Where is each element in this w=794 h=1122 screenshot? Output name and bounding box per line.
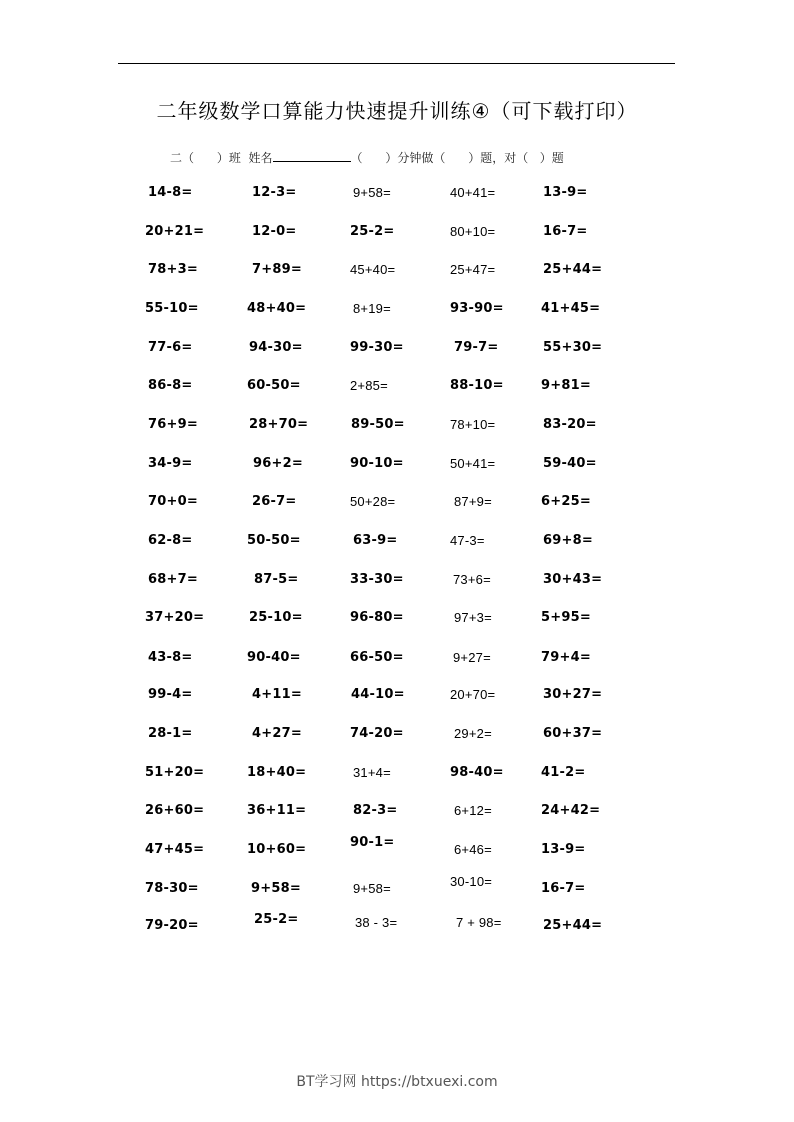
student-info-line xyxy=(170,149,564,166)
arithmetic-problem: 60-50= xyxy=(247,378,301,393)
arithmetic-problem: 62-8= xyxy=(148,533,193,548)
arithmetic-problem: 50+28= xyxy=(350,494,396,509)
arithmetic-problem: 45+40= xyxy=(350,262,396,277)
arithmetic-problem: 9+58= xyxy=(251,881,301,896)
arithmetic-problem: 79-20= xyxy=(145,918,199,933)
arithmetic-problem: 14-8= xyxy=(148,185,193,200)
arithmetic-problem: 78-30= xyxy=(145,881,199,896)
arithmetic-problem: 70+0= xyxy=(148,494,198,509)
arithmetic-problem: 5+95= xyxy=(541,610,591,625)
class-name-label: 二（ ）班 姓名 xyxy=(170,151,273,165)
time-score-label: （ ）分钟做（ ）题，对（ ）题 xyxy=(350,151,564,165)
arithmetic-problem: 78+3= xyxy=(148,262,198,277)
arithmetic-problem: 79+4= xyxy=(541,650,591,665)
arithmetic-problem: 76+9= xyxy=(148,417,198,432)
arithmetic-problem: 16-7= xyxy=(541,881,586,896)
arithmetic-problem: 55-10= xyxy=(145,301,199,316)
arithmetic-problem: 99-4= xyxy=(148,687,193,702)
arithmetic-problem: 34-9= xyxy=(148,456,193,471)
arithmetic-problem: 7 + 98= xyxy=(456,915,502,930)
arithmetic-problem: 86-8= xyxy=(148,378,193,393)
arithmetic-problem: 50-50= xyxy=(247,533,301,548)
arithmetic-problem: 24+42= xyxy=(541,803,601,818)
arithmetic-problem: 37+20= xyxy=(145,610,205,625)
arithmetic-problem: 80+10= xyxy=(450,224,496,239)
arithmetic-problem: 97+3= xyxy=(454,610,492,625)
arithmetic-problem: 13-9= xyxy=(541,842,586,857)
arithmetic-problem: 87+9= xyxy=(454,494,492,509)
arithmetic-problem: 4+27= xyxy=(252,726,302,741)
arithmetic-problem: 12-3= xyxy=(252,185,297,200)
arithmetic-problem: 66-50= xyxy=(350,650,404,665)
arithmetic-problem: 63-9= xyxy=(353,533,398,548)
arithmetic-problem: 50+41= xyxy=(450,456,496,471)
arithmetic-problem: 30+43= xyxy=(543,572,603,587)
arithmetic-problem: 28-1= xyxy=(148,726,193,741)
arithmetic-problem: 98-40= xyxy=(450,765,504,780)
arithmetic-problem: 82-3= xyxy=(353,803,398,818)
arithmetic-problem: 9+58= xyxy=(353,881,391,896)
arithmetic-problem: 25+44= xyxy=(543,262,603,277)
arithmetic-problem: 4+11= xyxy=(252,687,302,702)
arithmetic-problem: 68+7= xyxy=(148,572,198,587)
arithmetic-problem: 74-20= xyxy=(350,726,404,741)
arithmetic-problem: 29+2= xyxy=(454,726,492,741)
arithmetic-problem: 77-6= xyxy=(148,340,193,355)
arithmetic-problem: 25-2= xyxy=(254,912,299,927)
arithmetic-problem: 79-7= xyxy=(454,340,499,355)
arithmetic-problem: 41+45= xyxy=(541,301,601,316)
arithmetic-problem: 30+27= xyxy=(543,687,603,702)
footer-watermark: BT学习网 https://btxuexi.com xyxy=(296,1074,498,1090)
arithmetic-problem: 12-0= xyxy=(252,224,297,239)
arithmetic-problem: 89-50= xyxy=(351,417,405,432)
arithmetic-problem: 69+8= xyxy=(543,533,593,548)
arithmetic-problem: 26-7= xyxy=(252,494,297,509)
arithmetic-problem: 25+44= xyxy=(543,918,603,933)
arithmetic-problem: 6+12= xyxy=(454,803,492,818)
arithmetic-problem: 18+40= xyxy=(247,765,307,780)
arithmetic-problem: 26+60= xyxy=(145,803,205,818)
arithmetic-problem: 8+19= xyxy=(353,301,391,316)
arithmetic-problem: 36+11= xyxy=(247,803,307,818)
arithmetic-problem: 43-8= xyxy=(148,650,193,665)
arithmetic-problem: 90-40= xyxy=(247,650,301,665)
arithmetic-problem: 90-10= xyxy=(350,456,404,471)
arithmetic-problem: 60+37= xyxy=(543,726,603,741)
arithmetic-problem: 94-30= xyxy=(249,340,303,355)
arithmetic-problem: 20+21= xyxy=(145,224,205,239)
arithmetic-problem: 83-20= xyxy=(543,417,597,432)
arithmetic-problem: 2+85= xyxy=(350,378,388,393)
arithmetic-problem: 55+30= xyxy=(543,340,603,355)
arithmetic-problem: 10+60= xyxy=(247,842,307,857)
arithmetic-problem: 93-90= xyxy=(450,301,504,316)
arithmetic-problem: 28+70= xyxy=(249,417,309,432)
arithmetic-problem: 13-9= xyxy=(543,185,588,200)
arithmetic-problem: 78+10= xyxy=(450,417,496,432)
arithmetic-problem: 38 - 3= xyxy=(355,915,398,930)
arithmetic-problem: 99-30= xyxy=(350,340,404,355)
arithmetic-problem: 9+27= xyxy=(453,650,491,665)
arithmetic-problem: 90-1= xyxy=(350,835,395,850)
arithmetic-problem: 9+58= xyxy=(353,185,391,200)
arithmetic-problem: 96-80= xyxy=(350,610,404,625)
arithmetic-problem: 6+46= xyxy=(454,842,492,857)
arithmetic-problem: 87-5= xyxy=(254,572,299,587)
arithmetic-problem: 6+25= xyxy=(541,494,591,509)
arithmetic-problem: 48+40= xyxy=(247,301,307,316)
arithmetic-problem: 73+6= xyxy=(453,572,491,587)
arithmetic-problem: 20+70= xyxy=(450,687,496,702)
worksheet-title: 二年级数学口算能力快速提升训练④（可下载打印） xyxy=(156,99,638,123)
arithmetic-problem: 51+20= xyxy=(145,765,205,780)
arithmetic-problem: 40+41= xyxy=(450,185,496,200)
arithmetic-problem: 25-2= xyxy=(350,224,395,239)
arithmetic-problem: 44-10= xyxy=(351,687,405,702)
arithmetic-problem: 30-10= xyxy=(450,874,493,889)
arithmetic-problem: 16-7= xyxy=(543,224,588,239)
arithmetic-problem: 25+47= xyxy=(450,262,496,277)
name-blank xyxy=(273,149,351,162)
arithmetic-problem: 9+81= xyxy=(541,378,591,393)
arithmetic-problem: 47-3= xyxy=(450,533,485,548)
arithmetic-problem: 7+89= xyxy=(252,262,302,277)
header-rule xyxy=(118,63,675,64)
arithmetic-problem: 88-10= xyxy=(450,378,504,393)
arithmetic-problem: 47+45= xyxy=(145,842,205,857)
arithmetic-problem: 59-40= xyxy=(543,456,597,471)
arithmetic-problem: 25-10= xyxy=(249,610,303,625)
arithmetic-problem: 41-2= xyxy=(541,765,586,780)
arithmetic-problem: 33-30= xyxy=(350,572,404,587)
arithmetic-problem: 96+2= xyxy=(253,456,303,471)
arithmetic-problem: 31+4= xyxy=(353,765,391,780)
